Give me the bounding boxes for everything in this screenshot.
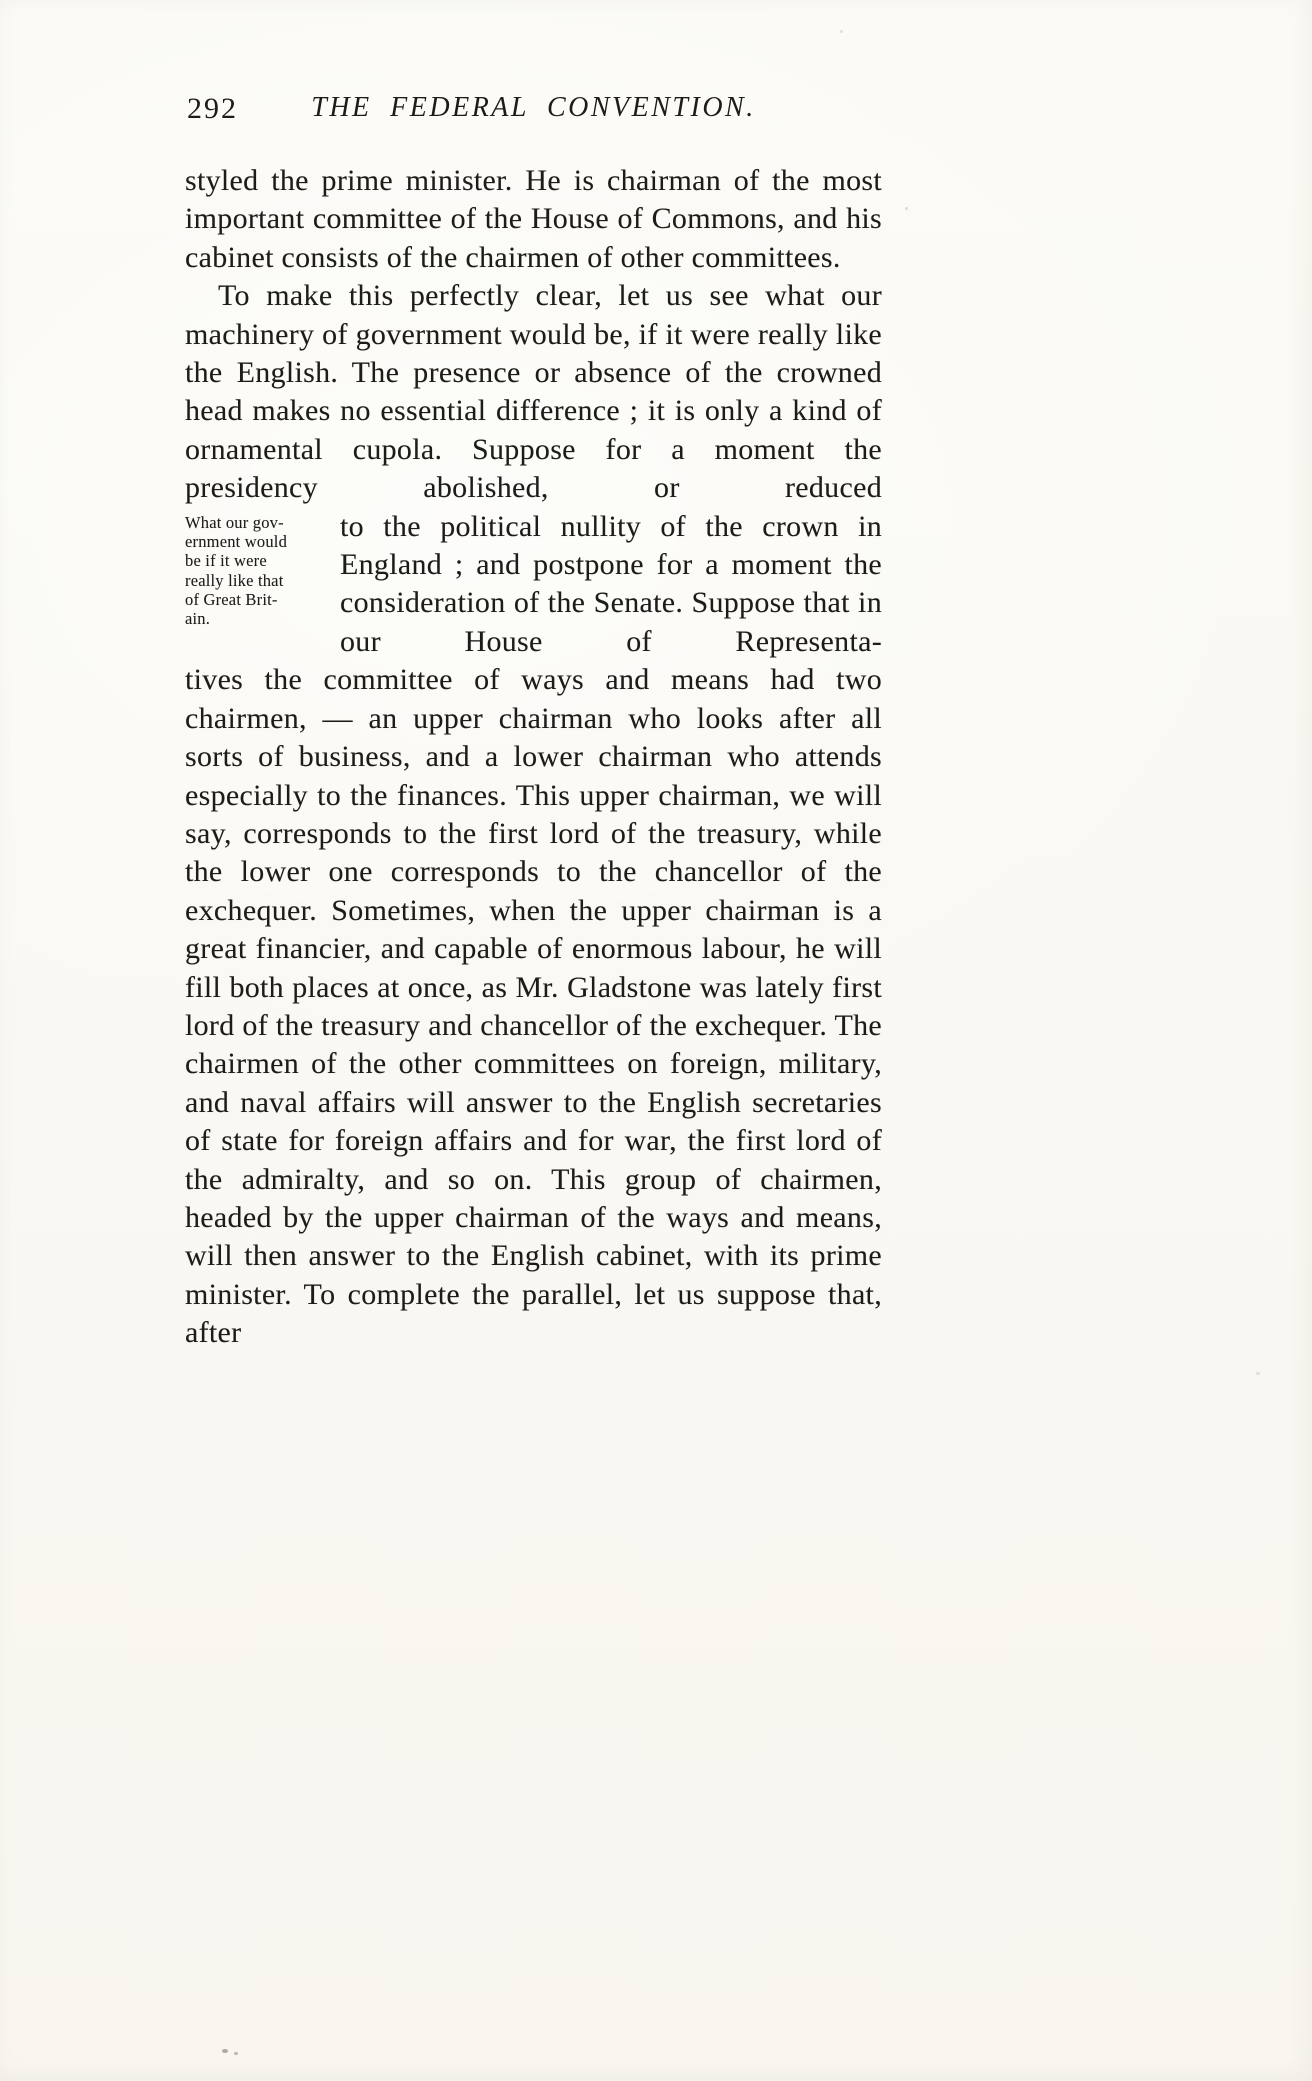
margin-note-line: be if it were	[185, 551, 267, 571]
paragraph-2-part-c: tives the committee of ways and means had two chairmen, — an upper chairman who looks after all sorts of business, and a lower chairman who attends especially to the finances. This upper chairman, we will say, corresponds to the first lord of the treasury, while the lower one corresponds to the chancellor of the exchequer. Sometimes, when the upper chairman is a great financier, and capable of enormous labour, he will fill both places at once, as Mr. Gladstone was lately first lord of the treasury and chancellor of the exchequer. The chairmen of the other committees on foreign, military, and naval affairs will answer to the English secretaries of state for foreign affairs and for war, the first lord of the admiralty, and so on. This group of chairmen, headed by the upper chairman of the ways and means, will then answer to the English cabinet, with its prime minister. To complete the parallel, let us suppose that, after	[185, 663, 882, 1350]
scan-speck	[234, 2052, 238, 2055]
page-number: 292	[187, 92, 238, 125]
scan-speck	[222, 2049, 228, 2053]
paragraph-2-part-a: To make this perfectly clear, let us see what our machinery of government would be, if it were really like the English. The presence or absence of the crowned head makes no essential difference ; it is only a kind of ornamental cupola. Suppose for a moment the presidency abolished, or reduced	[185, 279, 882, 505]
running-head	[185, 90, 882, 126]
scan-speck	[840, 30, 843, 33]
page-body	[185, 162, 882, 1353]
margin-note-line: ernment would	[185, 531, 288, 551]
margin-note-line: What our gov-	[185, 512, 284, 532]
running-title: THE FEDERAL CONVENTION.	[311, 92, 756, 123]
sidenote-row	[185, 508, 882, 662]
text-column	[185, 90, 882, 1353]
margin-note	[185, 508, 340, 629]
margin-note-line: ain.	[185, 609, 211, 629]
scan-speck	[1256, 1372, 1260, 1375]
margin-note-line: of Great Brit-	[185, 589, 278, 609]
margin-note-line: really like that	[185, 570, 284, 590]
paragraph-2-part-b: to the political nullity of the crown in England ; and postpone for a moment the consideration of the Senate. Suppose that in our House of Representa-	[340, 509, 882, 658]
scan-speck	[905, 207, 908, 210]
paragraph-1: styled the prime minister. He is chairman of the most important committee of the House of Commons, and his cabinet consists of the chairmen of other committees.	[185, 164, 882, 274]
